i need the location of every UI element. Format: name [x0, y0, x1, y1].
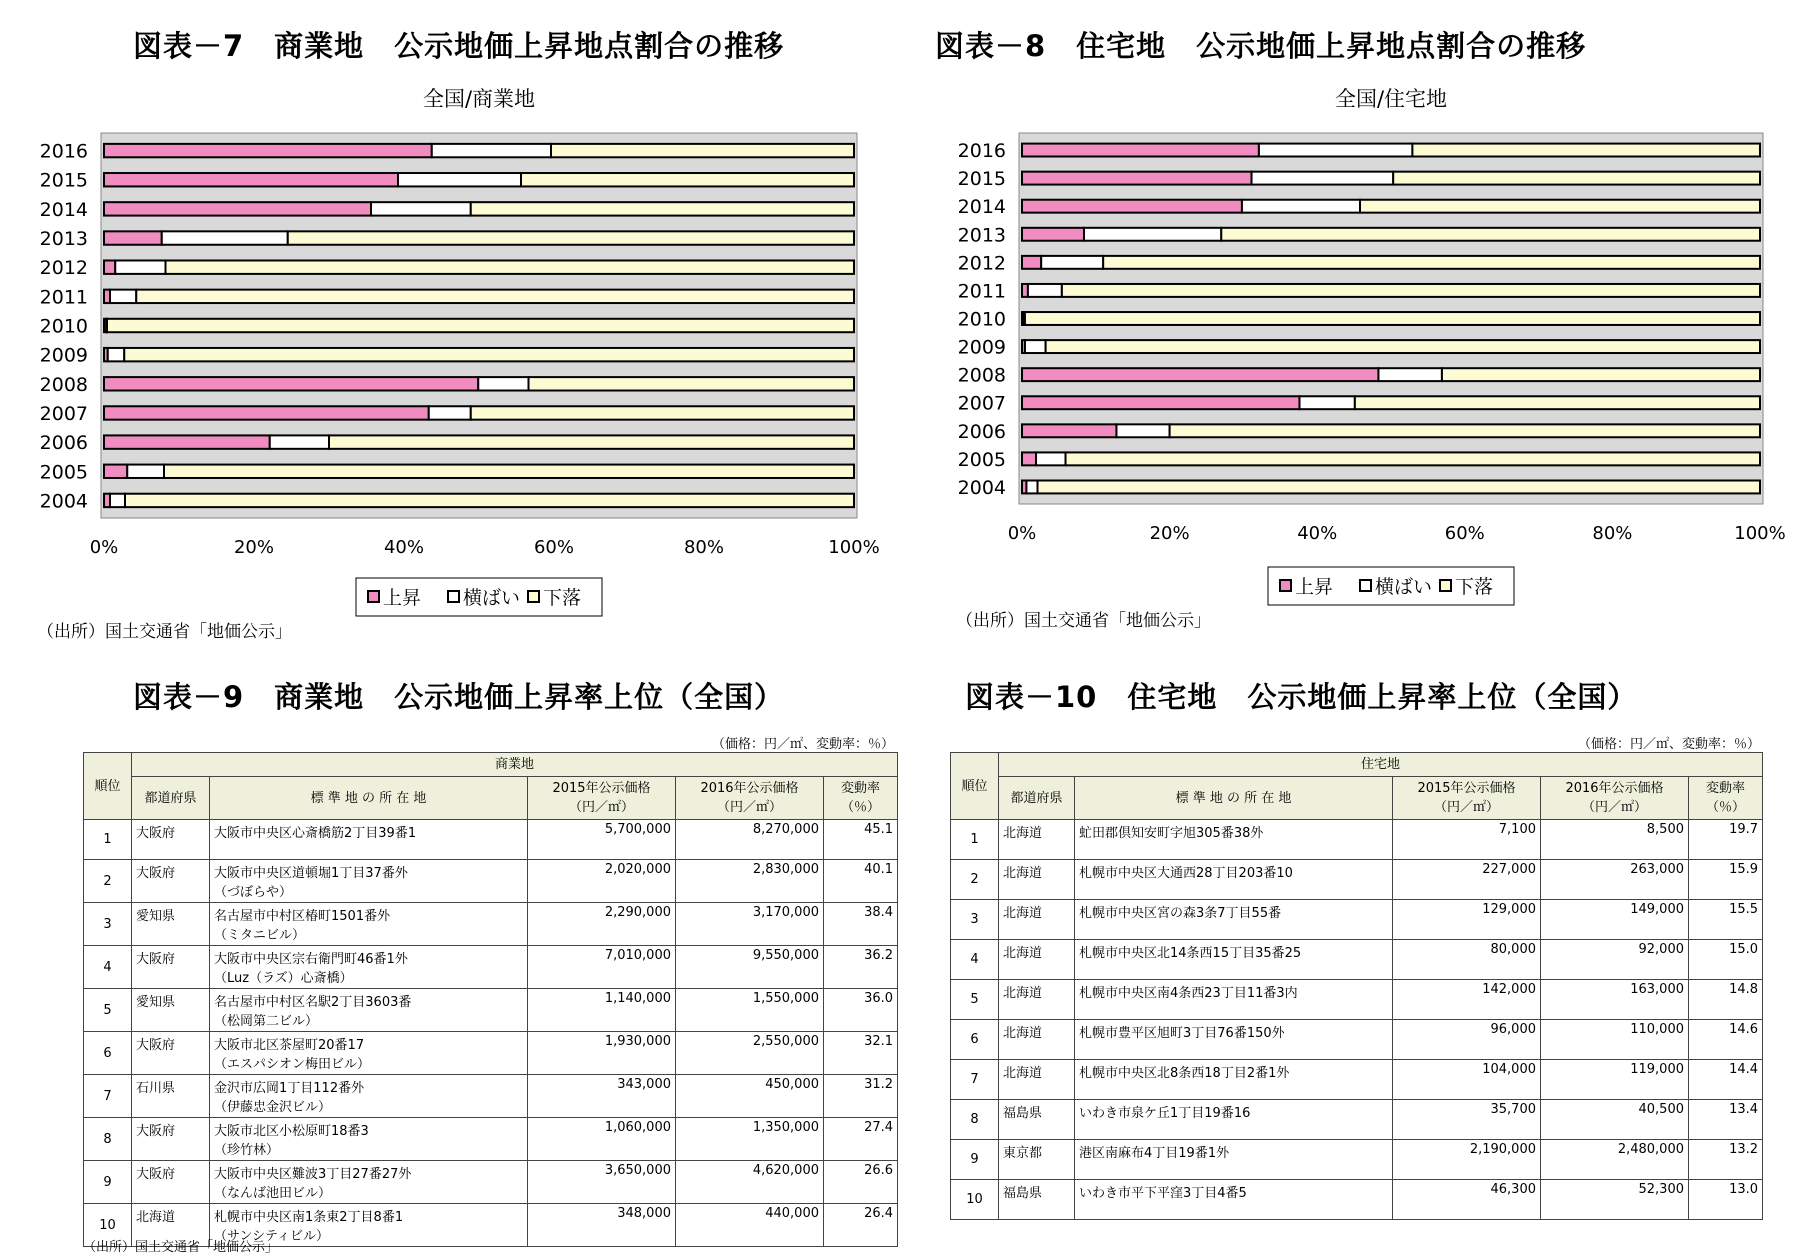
addr-cell: 大阪市中央区道頓堀1丁目37番外 （づぼらや）	[210, 860, 528, 903]
chart-title: 全国/住宅地	[1334, 87, 1448, 111]
pref-cell: 福島県	[999, 1180, 1075, 1220]
bar-rise	[104, 465, 127, 478]
bar-flat	[1026, 481, 1037, 494]
y-tick-label: 2007	[957, 392, 1006, 415]
p2016-cell: 263,000	[1541, 860, 1689, 900]
addr-cell: 大阪市中央区難波3丁目27番27外 （なんば池田ビル）	[210, 1161, 528, 1204]
legend-label: 上昇	[383, 587, 422, 609]
pref-cell: 北海道	[132, 1204, 210, 1247]
y-tick-label: 2006	[957, 420, 1006, 443]
table-row	[84, 1118, 898, 1161]
p2016-cell: 92,000	[1541, 940, 1689, 980]
bar-fall	[1360, 200, 1760, 213]
bar-fall	[1355, 396, 1760, 409]
addr-cell: 大阪市北区小松原町18番3 （珍竹林）	[210, 1118, 528, 1161]
p2015-cell: 96,000	[1393, 1020, 1541, 1060]
fig10-table	[950, 752, 1763, 1220]
bar-fall	[1221, 228, 1760, 241]
addr-header: 標 準 地 の 所 在 地	[210, 777, 528, 820]
y-tick-label: 2012	[39, 257, 88, 280]
table-row	[951, 1020, 1763, 1060]
p2016-cell: 450,000	[676, 1075, 824, 1118]
table-row	[84, 860, 898, 903]
bar-flat	[1025, 340, 1046, 353]
fig10-unit-note: （価格：円／㎡、変動率：％）	[1578, 737, 1761, 752]
addr-cell: いわき市泉ケ丘1丁目19番16	[1075, 1100, 1393, 1140]
bar-flat	[1116, 424, 1169, 437]
y-tick-label: 2006	[39, 432, 88, 455]
fig9-title: 図表－9 商業地 公示地価上昇率上位（全国）	[133, 680, 785, 714]
bar-flat	[1036, 452, 1066, 465]
legend-swatch-rise	[368, 591, 379, 602]
p2016-cell: 40,500	[1541, 1100, 1689, 1140]
rank-cell: 4	[951, 940, 999, 980]
y-tick-label: 2010	[957, 308, 1006, 331]
bar-flat	[1242, 200, 1360, 213]
p2015-cell: 1,930,000	[528, 1032, 676, 1075]
p2015-cell: 80,000	[1393, 940, 1541, 980]
bar-fall	[164, 465, 854, 478]
rank-cell: 9	[951, 1140, 999, 1180]
pref-cell: 石川県	[132, 1075, 210, 1118]
p2016-cell: 8,270,000	[676, 820, 824, 860]
pref-cell: 大阪府	[132, 1118, 210, 1161]
addr-cell: 名古屋市中村区名駅2丁目3603番 （松岡第二ビル）	[210, 989, 528, 1032]
addr-cell: 名古屋市中村区椿町1501番外 （ミタニビル）	[210, 903, 528, 946]
p2015-cell: 1,140,000	[528, 989, 676, 1032]
legend-swatch-flat	[448, 591, 459, 602]
y-tick-label: 2015	[957, 168, 1006, 191]
bar-flat	[1299, 396, 1354, 409]
fig7-chart	[0, 70, 900, 660]
bar-fall	[471, 202, 854, 215]
y-tick-label: 2004	[957, 476, 1006, 499]
p2015-cell: 2,190,000	[1393, 1140, 1541, 1180]
p2015-cell: 2,020,000	[528, 860, 676, 903]
bar-flat	[1259, 144, 1413, 157]
table-row	[84, 1161, 898, 1204]
x-tick-label: 100%	[1734, 523, 1786, 544]
p2016-cell: 1,350,000	[676, 1118, 824, 1161]
addr-cell: いわき市平下平窪3丁目4番5	[1075, 1180, 1393, 1220]
p2015-cell: 46,300	[1393, 1180, 1541, 1220]
bar-fall	[1066, 452, 1760, 465]
addr-cell: 大阪市中央区宗右衛門町46番1外 （Luz（ラズ）心斎橋）	[210, 946, 528, 989]
y-tick-label: 2012	[957, 252, 1006, 275]
y-tick-label: 2005	[39, 461, 88, 484]
fig9-unit-note: （価格：円／㎡、変動率：％）	[712, 737, 895, 752]
bar-fall	[1442, 368, 1760, 381]
addr-cell: 大阪市北区茶屋町20番17 （エスパシオン梅田ビル）	[210, 1032, 528, 1075]
x-tick-label: 0%	[1007, 523, 1037, 544]
bar-fall	[1170, 424, 1760, 437]
rate-cell: 32.1	[824, 1032, 898, 1075]
y-tick-label: 2007	[39, 402, 88, 425]
p2016-cell: 2,480,000	[1541, 1140, 1689, 1180]
legend-label: 下落	[543, 587, 582, 609]
table-row	[84, 1032, 898, 1075]
bar-flat	[127, 465, 164, 478]
bar-rise	[1022, 144, 1259, 157]
fig9-source: （出所）国土交通省「地価公示」	[83, 1240, 279, 1255]
bar-rise	[104, 173, 398, 186]
p2015-cell: 129,000	[1393, 900, 1541, 940]
rate-cell: 13.4	[1689, 1100, 1763, 1140]
y-tick-label: 2009	[39, 344, 88, 367]
bar-fall	[521, 173, 854, 186]
table-row	[951, 940, 1763, 980]
rate-header: 変動率 （％）	[824, 777, 898, 820]
addr-cell: 金沢市広岡1丁目112番外 （伊藤忠金沢ビル）	[210, 1075, 528, 1118]
p2015-cell: 35,700	[1393, 1100, 1541, 1140]
addr-cell: 虻田郡倶知安町字旭305番38外	[1075, 820, 1393, 860]
pref-cell: 大阪府	[132, 860, 210, 903]
rate-cell: 38.4	[824, 903, 898, 946]
y-tick-label: 2011	[957, 280, 1006, 303]
rate-cell: 15.5	[1689, 900, 1763, 940]
rank-cell: 3	[84, 903, 132, 946]
pref-cell: 愛知県	[132, 989, 210, 1032]
y-tick-label: 2013	[957, 224, 1006, 247]
addr-cell: 札幌市中央区南1条東2丁目8番1 （サンシティビル）	[210, 1204, 528, 1247]
p2015-cell: 343,000	[528, 1075, 676, 1118]
group-header: 住宅地	[999, 753, 1763, 777]
pref-cell: 北海道	[999, 980, 1075, 1020]
table-row	[951, 860, 1763, 900]
table-row	[84, 820, 898, 860]
bar-fall	[1062, 284, 1760, 297]
pref-cell: 北海道	[999, 900, 1075, 940]
bar-fall	[329, 435, 854, 448]
bar-rise	[1022, 452, 1036, 465]
p2016-cell: 2,830,000	[676, 860, 824, 903]
rate-cell: 13.0	[1689, 1180, 1763, 1220]
bar-flat	[429, 406, 471, 419]
rank-header: 順位	[84, 753, 132, 820]
legend-swatch-fall	[528, 591, 539, 602]
addr-cell: 大阪市中央区心斎橋筋2丁目39番1	[210, 820, 528, 860]
p2015-cell: 2,290,000	[528, 903, 676, 946]
x-tick-label: 40%	[383, 537, 425, 558]
p2015-cell: 3,650,000	[528, 1161, 676, 1204]
y-tick-label: 2013	[39, 228, 88, 251]
legend-swatch-fall	[1440, 580, 1451, 591]
bar-rise	[104, 202, 371, 215]
p2015-header: 2015年公示価格 （円／㎡）	[1393, 777, 1541, 820]
y-tick-label: 2004	[39, 490, 88, 513]
bar-flat	[108, 348, 125, 361]
p2016-cell: 1,550,000	[676, 989, 824, 1032]
rate-cell: 14.4	[1689, 1060, 1763, 1100]
table-row	[951, 820, 1763, 860]
bar-flat	[1252, 172, 1394, 185]
p2015-cell: 7,100	[1393, 820, 1541, 860]
table-row	[951, 1140, 1763, 1180]
pref-cell: 北海道	[999, 860, 1075, 900]
rank-cell: 7	[951, 1060, 999, 1100]
table-row	[951, 1100, 1763, 1140]
y-tick-label: 2016	[39, 140, 88, 163]
pref-cell: 愛知県	[132, 903, 210, 946]
addr-cell: 札幌市中央区北14条西15丁目35番25	[1075, 940, 1393, 980]
bar-fall	[136, 290, 854, 303]
fig8-title: 図表－8 住宅地 公示地価上昇地点割合の推移	[935, 29, 1587, 63]
rate-cell: 15.0	[1689, 940, 1763, 980]
bar-fall	[1046, 340, 1760, 353]
y-tick-label: 2008	[957, 364, 1006, 387]
bar-rise	[104, 231, 162, 244]
p2015-cell: 5,700,000	[528, 820, 676, 860]
table-row	[84, 1075, 898, 1118]
rate-cell: 31.2	[824, 1075, 898, 1118]
rank-cell: 8	[84, 1118, 132, 1161]
p2016-cell: 4,620,000	[676, 1161, 824, 1204]
bar-rise	[104, 144, 432, 157]
rate-cell: 26.6	[824, 1161, 898, 1204]
x-tick-label: 20%	[1149, 523, 1190, 544]
bar-fall	[529, 377, 855, 390]
rank-cell: 2	[951, 860, 999, 900]
y-tick-label: 2010	[39, 315, 88, 338]
bar-flat	[110, 494, 125, 507]
pref-cell: 大阪府	[132, 1161, 210, 1204]
y-tick-label: 2009	[957, 336, 1006, 359]
pref-cell: 北海道	[999, 1020, 1075, 1060]
fig7-source: （出所）国土交通省「地価公示」	[37, 622, 292, 642]
y-tick-label: 2005	[957, 448, 1006, 471]
bar-fall	[1393, 172, 1760, 185]
bar-flat	[1084, 228, 1221, 241]
rank-cell: 10	[951, 1180, 999, 1220]
fig7-title: 図表－7 商業地 公示地価上昇地点割合の推移	[133, 29, 785, 63]
x-tick-label: 100%	[828, 537, 880, 558]
rate-header: 変動率 （％）	[1689, 777, 1763, 820]
rank-cell: 1	[84, 820, 132, 860]
bar-flat	[115, 260, 165, 273]
bar-fall	[288, 231, 854, 244]
chart-title: 全国/商業地	[422, 87, 536, 111]
rate-cell: 45.1	[824, 820, 898, 860]
y-tick-label: 2014	[39, 198, 88, 221]
bar-fall	[124, 348, 854, 361]
y-tick-label: 2015	[39, 169, 88, 192]
bar-rise	[104, 260, 115, 273]
group-header: 商業地	[132, 753, 898, 777]
bar-rise	[1022, 256, 1041, 269]
legend-label: 横ばい	[463, 587, 521, 609]
pref-cell: 大阪府	[132, 820, 210, 860]
y-tick-label: 2014	[957, 196, 1006, 219]
fig10-title: 図表－10 住宅地 公示地価上昇率上位（全国）	[965, 680, 1638, 714]
rate-cell: 27.4	[824, 1118, 898, 1161]
bar-fall	[1037, 481, 1760, 494]
p2016-cell: 110,000	[1541, 1020, 1689, 1060]
p2015-cell: 142,000	[1393, 980, 1541, 1020]
rate-cell: 36.0	[824, 989, 898, 1032]
pref-cell: 北海道	[999, 940, 1075, 980]
table-row	[84, 903, 898, 946]
rank-cell: 2	[84, 860, 132, 903]
bar-rise	[1022, 424, 1116, 437]
bar-flat	[1378, 368, 1441, 381]
addr-cell: 港区南麻布4丁目19番1外	[1075, 1140, 1393, 1180]
pref-cell: 福島県	[999, 1100, 1075, 1140]
y-tick-label: 2008	[39, 373, 88, 396]
fig8-source: （出所）国土交通省「地価公示」	[956, 611, 1211, 631]
x-tick-label: 0%	[89, 537, 119, 558]
p2016-cell: 9,550,000	[676, 946, 824, 989]
legend-label: 上昇	[1295, 576, 1334, 598]
pref-header: 都道府県	[132, 777, 210, 820]
p2016-cell: 2,550,000	[676, 1032, 824, 1075]
rank-cell: 6	[951, 1020, 999, 1060]
bar-flat	[478, 377, 528, 390]
table-row	[84, 946, 898, 989]
legend-label: 横ばい	[1375, 576, 1433, 598]
rate-cell: 40.1	[824, 860, 898, 903]
bar-fall	[1412, 144, 1760, 157]
x-tick-label: 40%	[1297, 523, 1338, 544]
legend-swatch-flat	[1360, 580, 1371, 591]
addr-cell: 札幌市豊平区旭町3丁目76番150外	[1075, 1020, 1393, 1060]
bar-fall	[1025, 312, 1760, 325]
x-tick-label: 80%	[1592, 523, 1633, 544]
addr-cell: 札幌市中央区宮の森3条7丁目55番	[1075, 900, 1393, 940]
rank-cell: 10	[84, 1204, 132, 1247]
bar-rise	[1022, 172, 1252, 185]
p2016-cell: 163,000	[1541, 980, 1689, 1020]
pref-cell: 北海道	[999, 1060, 1075, 1100]
bar-rise	[104, 435, 270, 448]
bar-rise	[104, 377, 478, 390]
x-tick-label: 20%	[233, 537, 275, 558]
rank-cell: 5	[951, 980, 999, 1020]
rate-cell: 14.6	[1689, 1020, 1763, 1060]
p2015-cell: 227,000	[1393, 860, 1541, 900]
addr-cell: 札幌市中央区大通西28丁目203番10	[1075, 860, 1393, 900]
rank-cell: 4	[84, 946, 132, 989]
bar-flat	[1041, 256, 1103, 269]
addr-cell: 札幌市中央区南4条西23丁目11番3内	[1075, 980, 1393, 1020]
bar-flat	[398, 173, 521, 186]
bar-flat	[110, 290, 136, 303]
legend-swatch-rise	[1280, 580, 1291, 591]
rate-cell: 15.9	[1689, 860, 1763, 900]
fig8-chart	[896, 70, 1796, 660]
bar-rise	[1022, 396, 1299, 409]
rate-cell: 26.4	[824, 1204, 898, 1247]
p2016-header: 2016年公示価格 （円／㎡）	[1541, 777, 1689, 820]
y-tick-label: 2016	[957, 140, 1006, 163]
bar-flat	[162, 231, 288, 244]
addr-cell: 札幌市中央区北8条西18丁目2番1外	[1075, 1060, 1393, 1100]
rate-cell: 14.8	[1689, 980, 1763, 1020]
rate-cell: 36.2	[824, 946, 898, 989]
table-row	[84, 989, 898, 1032]
p2015-cell: 348,000	[528, 1204, 676, 1247]
bar-fall	[166, 260, 855, 273]
bar-rise	[1022, 200, 1242, 213]
rank-cell: 8	[951, 1100, 999, 1140]
p2016-cell: 149,000	[1541, 900, 1689, 940]
rate-cell: 13.2	[1689, 1140, 1763, 1180]
p2016-cell: 119,000	[1541, 1060, 1689, 1100]
bar-flat	[270, 435, 329, 448]
rank-cell: 5	[84, 989, 132, 1032]
p2015-header: 2015年公示価格 （円／㎡）	[528, 777, 676, 820]
bar-fall	[471, 406, 854, 419]
pref-cell: 東京都	[999, 1140, 1075, 1180]
p2016-cell: 440,000	[676, 1204, 824, 1247]
rank-cell: 9	[84, 1161, 132, 1204]
rank-header: 順位	[951, 753, 999, 820]
rank-cell: 1	[951, 820, 999, 860]
table-row	[951, 1180, 1763, 1220]
table-row	[951, 980, 1763, 1020]
legend-label: 下落	[1455, 576, 1494, 598]
table-row	[951, 1060, 1763, 1100]
rank-cell: 7	[84, 1075, 132, 1118]
bar-flat	[371, 202, 471, 215]
table-row	[951, 900, 1763, 940]
bar-fall	[551, 144, 854, 157]
pref-cell: 大阪府	[132, 1032, 210, 1075]
p2016-cell: 3,170,000	[676, 903, 824, 946]
p2015-cell: 7,010,000	[528, 946, 676, 989]
x-tick-label: 60%	[1444, 523, 1485, 544]
pref-header: 都道府県	[999, 777, 1075, 820]
x-tick-label: 60%	[533, 537, 575, 558]
p2015-cell: 1,060,000	[528, 1118, 676, 1161]
bar-fall	[107, 319, 854, 332]
rank-cell: 3	[951, 900, 999, 940]
p2016-header: 2016年公示価格 （円／㎡）	[676, 777, 824, 820]
x-tick-label: 80%	[683, 537, 725, 558]
fig9-table	[83, 752, 898, 1247]
bar-rise	[104, 406, 429, 419]
bar-fall	[1103, 256, 1760, 269]
bar-flat	[432, 144, 551, 157]
bar-fall	[125, 494, 854, 507]
pref-cell: 北海道	[999, 820, 1075, 860]
addr-header: 標 準 地 の 所 在 地	[1075, 777, 1393, 820]
bar-rise	[1022, 368, 1378, 381]
y-tick-label: 2011	[39, 286, 88, 309]
p2015-cell: 104,000	[1393, 1060, 1541, 1100]
bar-rise	[1022, 228, 1084, 241]
rate-cell: 19.7	[1689, 820, 1763, 860]
pref-cell: 大阪府	[132, 946, 210, 989]
bar-flat	[1028, 284, 1062, 297]
p2016-cell: 52,300	[1541, 1180, 1689, 1220]
p2016-cell: 8,500	[1541, 820, 1689, 860]
rank-cell: 6	[84, 1032, 132, 1075]
